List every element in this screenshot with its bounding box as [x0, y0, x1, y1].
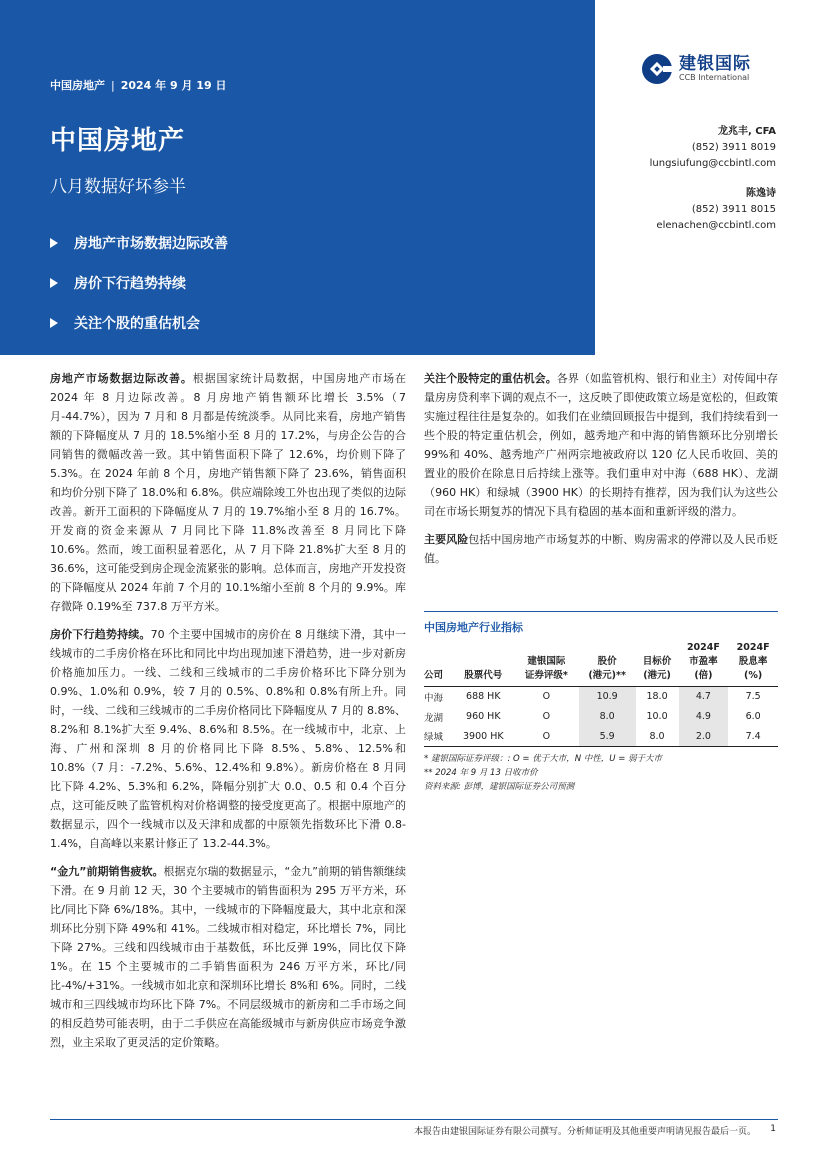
cell-rating: O [542, 730, 551, 742]
cell-dy: 6.0 [745, 711, 761, 722]
col-header-target: 目标价 (港元) [636, 641, 679, 687]
divider [424, 611, 778, 612]
paragraph-text: 根据国家统计局数据，中国房地产市场在 2024 年 8 月边际改善。8 月房地产销售额环比增长 3.5%（7 月-44.7%），因为 7 月和 8 月都是传统淡季。从同比来看，房地产销售额的下降幅度从 7 月的 18.5%缩小至 8 月的 17.2%，与房企公告的合同销售的微幅改善一致。其中销售面积下降了 12.6%，均价则下降了 5.3%。在 2024 年前 8 个月，房地产销售额下降了 23.6%，销售面积和均价分别下降了 18.0%和 6.8%。供应端除竣工外也出现了类似的边际改善。新开工面积的下降幅度从 7 月的 19.7%缩小至 8 月的 16.7%。开发商的资金来源从 7 月同比下降 11.8%改善至 8 月同比下降 10.6%。然而，竣工面积显着恶化，从 7 月下降 21.8%扩大至 8 月的 36.6%，这可能受到房企现金流紧张的影响。总体而言，房地产开发投资的下降幅度从 2024 年前 7 个月的 10.1%缩小至前 8 个月的 9.9%。库存微降 0.19%至 737.8 万平方米。 [50, 372, 407, 613]
table-note: * 建银国际证券评级：: O = 优于大市，N 中性，U = 弱于大市 [424, 754, 663, 764]
cell-company: 中海 [424, 692, 444, 704]
paragraph-lead: 关注个股特定的重估机会。 [424, 372, 557, 385]
triangle-bullet-icon [50, 278, 58, 288]
paragraph-text: 70 个主要中国城市的房价在 8 月继续下滑，其中一线城市的二手房价格在环比和同比中均出现加速下滑趋势，进一步对新房价格施加压力。一线、二线和三线城市的二手房价格环比下降分别为 0.9%、1.0%和 0.9%，较 7 月的 0.5%、0.8%和 0.8%有所上升。同时，一线、二线和三线城市的二手房价格同比下降幅度从 7 月的 8.8%、8.2%和 8.1%扩大至 9.4%、8.6%和 8.5%。在一线城市中，北京、上海、广州和深圳 8 月的价格同比下降 8.5%、5.8%、12.5%和 10.8%（7 月：-7.2%、5.6%、12.4%和 9.8%）。新房价格在 8 月同比下降 4.2%、5.3%和 6.2%，降幅分别扩大 0.0、0.5 和 0.4 个百分点，这可能反映了监管机构对价格调整的接受度更高了。根据中原地产的数据显示，四个一线城市以及天津和成都的中原领先指数环比下滑 0.8-1.4%，自高峰以来累计修正了 13.2-44.3%。 [50, 628, 407, 850]
col-header-rating: 建银国际 证券评级* [514, 641, 579, 687]
table-notes [424, 752, 778, 794]
analyst-email[interactable]: lungsiufung@ccbintl.com [649, 158, 776, 169]
analyst-name: 龙兆丰, CFA [717, 126, 776, 137]
right-column [424, 369, 778, 577]
cell-pe: 4.9 [679, 707, 729, 727]
indicator-table [424, 641, 778, 747]
key-point-text: 房地产市场数据边际改善 [74, 236, 228, 252]
table-row [424, 727, 778, 747]
key-point [50, 313, 228, 333]
table-note: ** 2024 年 9 月 13 日收市价 [424, 768, 538, 778]
cell-dy: 7.4 [745, 730, 761, 742]
paragraph-lead: “金九”前期销售疲软。 [50, 865, 164, 878]
breadcrumb [50, 77, 226, 93]
paragraph [424, 530, 778, 568]
analyst-phone: (852) 3911 8015 [691, 204, 776, 215]
cell-code: 3900 HK [463, 730, 504, 742]
title-banner [0, 0, 595, 355]
analyst-contacts [650, 124, 776, 234]
cell-target: 18.0 [646, 691, 668, 703]
table-source: 资料来源: 彭博，建银国际证券公司预测 [424, 782, 575, 792]
paragraph [424, 369, 778, 521]
analyst-email[interactable]: elenachen@ccbintl.com [656, 220, 776, 231]
key-point [50, 233, 228, 253]
paragraph-text: 各界（如监管机构、银行和业主）对传闻中存量房房贷利率下调的观点不一，这反映了即使政策立场是宽松的，但政策实施过程往往是复杂的。如我们在业绩回顾报告中提到，我们持续看到一些个股的特定重估机会，例如，越秀地产和中海的销售额环比分别增长 99%和 40%、越秀地产广州两宗地被政府以 120 亿人民币收回、美的置业的股价在除息日后持续上涨等。我们重申对中海（688 HK）、龙湖（960 HK）和绿城（3900 HK）的长期持有推荐，因为我们认为这些公司在市场长期复苏的情况下具有稳固的基本面和重新评级的潜力。 [424, 372, 779, 518]
cell-company: 龙湖 [424, 712, 444, 724]
table-row [424, 687, 778, 707]
col-header-company: 公司 [424, 641, 453, 687]
paragraph [50, 625, 406, 853]
sector-label: 中国房地产 [50, 79, 105, 92]
report-date: 2024 年 9 月 19 日 [120, 79, 227, 92]
cell-target: 8.0 [649, 730, 665, 742]
col-header-dy: 2024F 股息率 (%) [728, 641, 778, 687]
cell-price: 10.9 [579, 687, 636, 707]
cell-pe: 2.0 [679, 727, 729, 747]
analyst-phone: (852) 3911 8019 [691, 142, 776, 153]
key-point [50, 273, 228, 293]
logo-name-en: CCB International [679, 73, 750, 82]
paragraph-text: 包括中国房地产市场复苏的中断、购房需求的停滞以及人民币贬值。 [424, 533, 779, 565]
ccbi-logo-icon [641, 53, 673, 85]
paragraph [50, 862, 406, 1052]
key-point-text: 房价下行趋势持续 [74, 276, 186, 292]
footer-divider [50, 1119, 778, 1120]
industry-indicators [424, 611, 778, 794]
page-title: 中国房地产 [50, 126, 186, 156]
paragraph [50, 369, 406, 616]
footer-disclaimer: 本报告由建银国际证券有限公司撰写。分析师证明及其他重要声明请见报告最后一页。 [413, 1127, 756, 1137]
cell-rating: O [542, 691, 551, 703]
paragraph-lead: 主要风险 [424, 533, 469, 546]
col-header-price: 股价 (港元)** [579, 641, 636, 687]
paragraph-lead: 房地产市场数据边际改善。 [50, 372, 193, 385]
cell-pe: 4.7 [679, 687, 729, 707]
cell-company: 绿城 [424, 732, 444, 744]
company-logo [641, 53, 751, 85]
paragraph-lead: 房价下行趋势持续。 [50, 628, 151, 641]
left-column [50, 369, 406, 1061]
col-header-code: 股票代号 [453, 641, 514, 687]
cell-price: 5.9 [579, 727, 636, 747]
table-title: 中国房地产行业指标 [424, 621, 523, 634]
logo-name-cn: 建银国际 [679, 54, 751, 74]
triangle-bullet-icon [50, 238, 58, 248]
cell-dy: 7.5 [745, 691, 761, 703]
cell-code: 960 HK [466, 711, 501, 722]
cell-price: 8.0 [579, 707, 636, 727]
page-subtitle: 八月数据好坏参半 [50, 177, 186, 197]
table-header-row [424, 641, 778, 687]
cell-rating: O [542, 711, 551, 722]
col-header-pe: 2024F 市盈率 (倍) [679, 641, 729, 687]
page-number: 1 [770, 1124, 776, 1134]
breadcrumb-separator: | [111, 79, 115, 92]
paragraph-text: 根据克尔瑞的数据显示，“金九”前期的销售额继续下滑。在 9 月前 12 天，30 个主要城市的销售面积为 295 万平方米，环比/同比下降 6%/18%。其中，一线城市的下降幅度最大，其中北京和深圳环比分别下降 49%和 41%。二线城市相对稳定，环比增长 7%，同比下降 27%。三线和四线城市由于基数低，环比反弹 19%，同比仅下降 1%。在 15 个主要城市的二手销售面积为 246 万平方米，环比/同比-4%/+31%。一线城市如北京和深圳环比增长 8%和 6%。同时，二线城市和三四线城市均环比下降 7%。不同层级城市的新房和二手市场之间的相反趋势可能表明，由于二手供应在高能级城市与新房供应市场竞争激烈，业主采取了更灵活的定价策略。 [50, 865, 406, 1049]
table-row [424, 707, 778, 727]
triangle-bullet-icon [50, 318, 58, 328]
cell-target: 10.0 [646, 711, 668, 722]
key-points [50, 233, 228, 353]
analyst-name: 陈逸诗 [746, 188, 776, 199]
cell-code: 688 HK [466, 691, 501, 703]
key-point-text: 关注个股的重估机会 [74, 316, 200, 332]
